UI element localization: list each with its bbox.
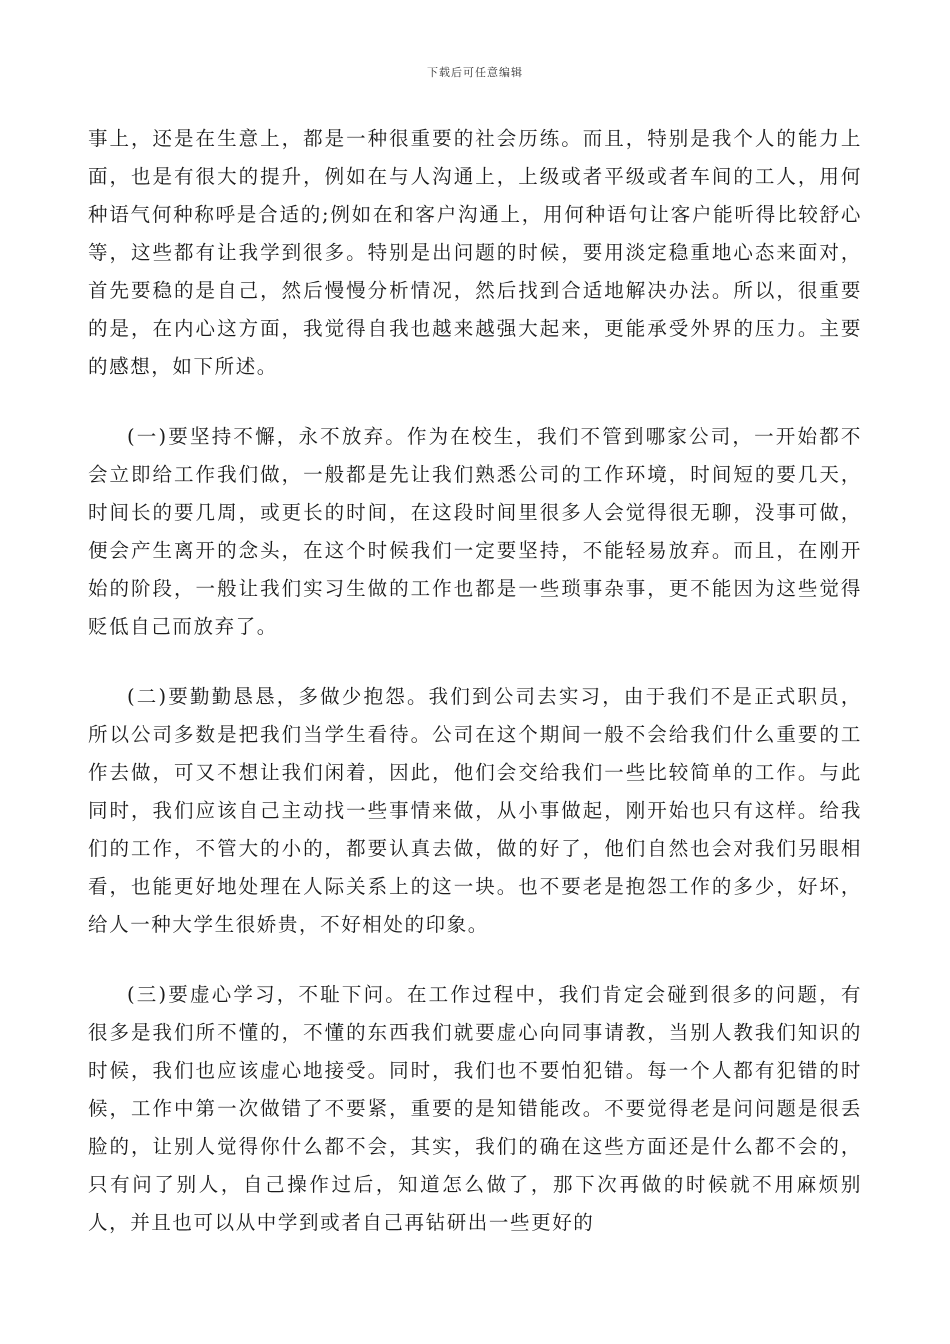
paragraph-diligence: (二)要勤勤恳恳，多做少抱怨。我们到公司去实习，由于我们不是正式职员，所以公司多数是把我们当学生看待。公司在这个期间一般不会给我们什么重要的工作去做，可又不想让我们闲着，因此，他们会交给我们一些比较简单的工作。与此同时，我们应该自己主动找一些事情来做，从小事做起，刚开始也只有这样。给我们的工作，不管大的小的，都要认真去做，做的好了，他们自然也会对我们另眼相看，也能更好地处理在人际关系上的这一块。也不要老是抱怨工作的多少，好坏，给人一种大学生很娇贵，不好相处的印象。 [88,685,862,936]
document-body [88,120,862,1242]
paragraph-intro: 事上，还是在生意上，都是一种很重要的社会历练。而且，特别是我个人的能力上面，也是有很大的提升，例如在与人沟通上，上级或者平级或者车间的工人，用何种语气何种称呼是合适的;例如在和客户沟通上，用何种语句让客户能听得比较舒心等，这些都有让我学到很多。特别是出问题的时候，要用淡定稳重地心态来面对，首先要稳的是自己，然后慢慢分析情况，然后找到合适地解决办法。所以，很重要的是，在内心这方面，我觉得自我也越来越强大起来，更能承受外界的压力。主要的感想，如下所述。 [88,127,862,378]
page-header: 下载后可任意编辑 [427,66,523,79]
paragraph-persistence: (一)要坚持不懈，永不放弃。作为在校生，我们不管到哪家公司，一开始都不会立即给工作我们做，一般都是先让我们熟悉公司的工作环境，时间短的要几天，时间长的要几周，或更长的时间，在这段时间里很多人会觉得很无聊，没事可做，便会产生离开的念头，在这个时候我们一定要坚持，不能轻易放弃。而且，在刚开始的阶段，一般让我们实习生做的工作也都是一些琐事杂事，更不能因为这些觉得贬低自己而放弃了。 [88,425,862,638]
paragraph-humble-learning: (三)要虚心学习，不耻下问。在工作过程中，我们肯定会碰到很多的问题，有很多是我们所不懂的，不懂的东西我们就要虚心向同事请教，当别人教我们知识的时候，我们也应该虚心地接受。同时，我们也不要怕犯错。每一个人都有犯错的时候，工作中第一次做错了不要紧，重要的是知错能改。不要觉得老是问问题是很丢脸的，让别人觉得你什么都不会，其实，我们的确在这些方面还是什么都不会的，只有问了别人，自己操作过后，知道怎么做了，那下次再做的时候就不用麻烦别人，并且也可以从中学到或者自己再钻研出一些更好的 [88,983,862,1234]
